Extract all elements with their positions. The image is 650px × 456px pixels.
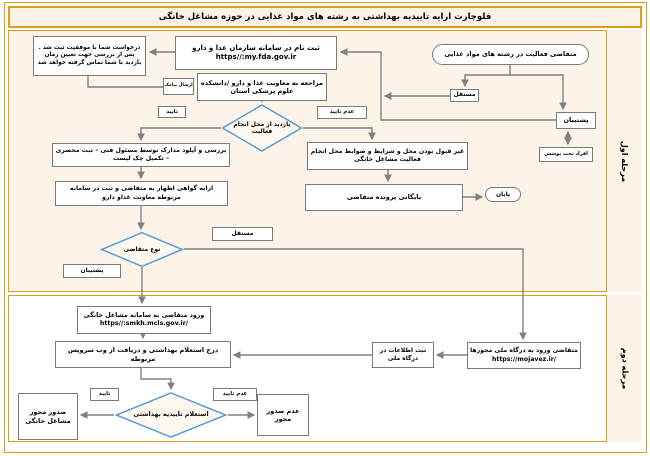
sms-label: ارسال پیامک <box>163 78 194 95</box>
fda-url: https//:my.fda.gov.ir <box>215 53 297 61</box>
home-business-portal-box <box>77 306 211 334</box>
mostaghel-label-2: مستقل <box>212 227 273 241</box>
archive-file-box: بایگانی پرونده متقاضی <box>305 184 463 211</box>
national-permit-portal-url: https://mojavez.ir/ <box>491 355 557 363</box>
site-visit-decision <box>221 104 303 152</box>
poshtiban-label-1: پشتیبان <box>556 112 596 129</box>
health-inquiry-box: درج استعلام بهداشتی و دریافت از وب سرویس مربوطه <box>55 341 231 368</box>
health-approval-decision <box>114 392 228 438</box>
applicant-type-decision <box>100 232 184 267</box>
not-approved-label-2: عدم تایید <box>213 388 257 401</box>
home-business-portal-url: https//:smkh.mcls.gov.ir/ <box>99 320 189 327</box>
health-approval-decision-label: استعلام تاییدیه بهداشتی <box>133 411 209 419</box>
phase2-band <box>606 295 642 442</box>
poshtiban-label-2: پشتیبان <box>63 264 121 278</box>
no-permit-box: عدم صدور مجوز <box>257 394 309 436</box>
register-info-box: ثبت اطلاعات در درگاه ملی <box>372 342 434 368</box>
end-node: پایان <box>485 187 521 202</box>
national-permit-portal-box <box>467 342 581 369</box>
fda-register-box <box>175 36 337 70</box>
not-approved-label-1: عدم تایید <box>317 106 367 119</box>
start-node: متقاضی فعالیت در رشته های مواد غذایی <box>432 44 589 65</box>
phase1-band <box>606 30 642 292</box>
fda-register-text: ثبت نام در سامانه سازمان غذا و دارو <box>192 43 320 52</box>
page-title: فلوچارت ارایه تاییدیه بهداشتی به رشته های مواد غذایی در حوزه مشاغل خانگی <box>158 12 492 22</box>
approved-label-1: تایید <box>158 106 186 118</box>
site-visit-decision-label: بازدید از محل انجام فعالیت <box>233 120 291 135</box>
home-business-portal-text: ورود متقاضی به سامانه مشاغل خانگی <box>83 311 205 319</box>
phase2-label: مرحله دوم <box>620 347 630 390</box>
issue-permit-box: صدور مجوز مشاغل خانگی <box>18 393 78 440</box>
header-bar <box>8 6 642 28</box>
phase1-label: مرحله اول <box>620 140 630 182</box>
applicant-type-decision-label: نوع متقاضی <box>123 245 161 253</box>
mostaghel-label-1: مستقل <box>450 89 479 102</box>
rejected-site-box: غیر قبول بودن محل و شرایط و ضوابط محل انجام فعالیت مشاغل خانگی <box>307 142 468 170</box>
visit-deputy-box: مراجعه به معاونت غذا و دارو /دانشکده علوم پزشکی استان <box>197 73 327 101</box>
national-permit-portal-text: متقاضی ورود به درگاه ملی مجوزها <box>470 347 578 355</box>
request-registered-box: درخواست شما با موفقیت ثبت شد . پس از بررسی جهت تعیین زمان بازدید با شما تماس گرفته خواهد شد <box>33 36 146 76</box>
approved-label-2: تایید <box>90 388 119 401</box>
review-upload-box: بررسی و آپلود مدارک توسط مسئول فنی – ثبت محضری – تکمیل چک لیست <box>52 143 230 167</box>
certificate-issue-box: ارایه گواهی اظهار به متقاضی و ثبت در سامانه مربوطه معاونت غذاو دارو <box>55 181 228 206</box>
covered-people-label: افراد تحت پوشش <box>539 147 593 162</box>
